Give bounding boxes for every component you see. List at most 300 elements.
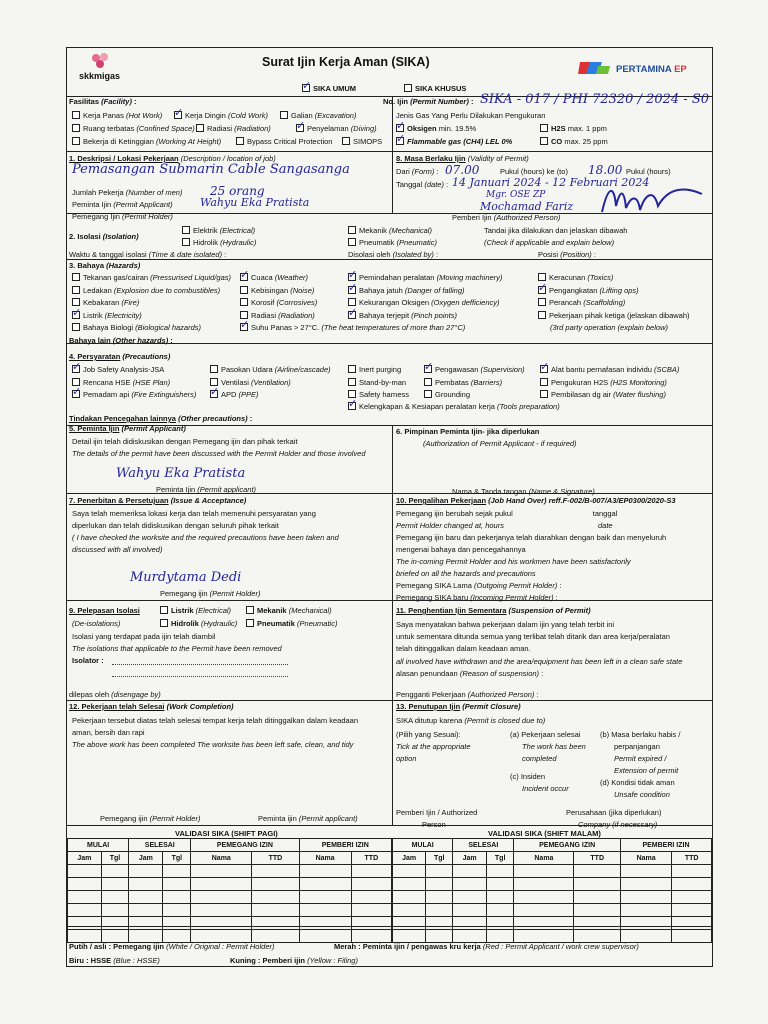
section5-caption: Peminta Ijin (Permit applicant) <box>156 485 257 494</box>
closure-b2: perpanjangan <box>614 742 660 751</box>
validation-entry-cell[interactable] <box>426 891 453 904</box>
checklist-item[interactable] <box>72 273 231 282</box>
isolation-time-label: Waktu & tanggal isolasi (Time & date isolated) : <box>69 250 227 259</box>
validasi-malam-cell: Tgl <box>486 852 513 865</box>
checklist-label-en: (H2S Monitoring) <box>610 377 667 387</box>
validation-entry-cell[interactable] <box>68 904 102 917</box>
isolation-mechanical[interactable]: Mekanik (Mechanical) <box>348 226 432 235</box>
checklist-item[interactable] <box>240 323 465 332</box>
checklist-label-en: (Biological hazards) <box>135 323 202 332</box>
validation-entry-cell[interactable] <box>351 904 391 917</box>
validation-entry-cell[interactable] <box>252 904 299 917</box>
checkbox[interactable] <box>72 323 80 331</box>
validasi-malam-cell: TTD <box>672 852 712 865</box>
validation-entry-cell[interactable] <box>393 917 426 930</box>
checklist-item[interactable] <box>348 298 500 307</box>
checkbox[interactable] <box>72 390 80 398</box>
checkbox[interactable] <box>396 137 404 145</box>
sika-khusus-option[interactable]: SIKA KHUSUS <box>404 84 466 93</box>
validation-entry-cell[interactable] <box>68 917 102 930</box>
checkbox[interactable] <box>72 311 80 319</box>
validation-entry-cell[interactable] <box>299 865 351 878</box>
checklist-label-en: (Water flushing) <box>613 390 666 399</box>
validation-entry-cell[interactable] <box>299 930 351 943</box>
checklist-item[interactable] <box>210 365 331 374</box>
table-row[interactable] <box>393 930 712 943</box>
checkbox[interactable] <box>348 311 356 319</box>
table-row[interactable] <box>393 904 712 917</box>
validation-entry-cell[interactable] <box>252 878 299 891</box>
work-type-radiation[interactable]: Radiasi (Radiation) <box>196 124 271 133</box>
checkbox[interactable] <box>538 298 546 306</box>
validation-entry-cell[interactable] <box>514 878 574 891</box>
applicant-signature-name[interactable]: Wahyu Eka Pratista <box>116 466 246 481</box>
validation-entry-cell[interactable] <box>68 891 102 904</box>
validation-entry-cell[interactable] <box>299 904 351 917</box>
validation-entry-cell[interactable] <box>426 917 453 930</box>
checklist-item[interactable] <box>72 323 201 332</box>
validation-entry-cell[interactable] <box>252 917 299 930</box>
validation-entry-cell[interactable] <box>252 865 299 878</box>
checklist-item[interactable] <box>424 365 525 374</box>
checklist-label: Kebisingan <box>251 285 289 295</box>
checklist-item[interactable] <box>210 390 259 399</box>
validation-entry-cell[interactable] <box>426 904 453 917</box>
validity-to-value[interactable]: 18.00 <box>588 163 623 177</box>
validasi-pagi-cell: PEMEGANG IZIN <box>191 839 299 852</box>
validasi-pagi-cell: Jam <box>68 852 102 865</box>
form-title: Surat Ijin Kerja Aman (SIKA) <box>262 55 430 69</box>
work-type-simops[interactable]: SIMOPS <box>342 137 382 146</box>
closure-d[interactable]: (d) Kondisi tidak aman <box>600 778 675 787</box>
work-type-confined[interactable]: Ruang terbatas (Confined Space) <box>72 124 195 133</box>
validation-entry-cell[interactable] <box>351 930 391 943</box>
gas-co[interactable]: CO max. 25 ppm <box>540 137 608 146</box>
validation-entry-cell[interactable] <box>574 930 620 943</box>
validation-entry-cell[interactable] <box>672 865 712 878</box>
closure-a[interactable]: (a) Pekerjaan selesai <box>510 730 581 739</box>
checklist-label: Kekurangan Oksigen <box>359 298 430 307</box>
section9-heading: 9. Pelepasan Isolasi <box>69 606 140 615</box>
checklist-label: Rencana HSE <box>83 377 131 387</box>
validasi-malam-cell: Tgl <box>426 852 453 865</box>
validation-entry-cell[interactable] <box>574 917 620 930</box>
checklist-label-en: (Radiation) <box>278 310 315 320</box>
checkbox[interactable] <box>540 390 548 398</box>
work-type-excavation[interactable]: Galian (Excavation) <box>280 111 356 120</box>
validasi-pagi-cell: TTD <box>351 852 391 865</box>
validation-entry-cell[interactable] <box>68 878 102 891</box>
validasi-pagi-cell: Tgl <box>163 852 191 865</box>
checklist-label-en: (Ventilation) <box>251 377 291 387</box>
checklist-item[interactable] <box>538 286 639 295</box>
job-description-value[interactable]: Pemasangan Submarin Cable Sangasanga <box>72 162 350 177</box>
authorizer-name[interactable]: Mochamad Fariz <box>480 200 574 213</box>
checkbox[interactable] <box>246 619 254 627</box>
validation-entry-cell[interactable] <box>574 878 620 891</box>
validation-entry-cell[interactable] <box>191 878 252 891</box>
validation-entry-cell[interactable] <box>351 891 391 904</box>
checklist-item[interactable] <box>72 286 220 295</box>
checkbox[interactable] <box>348 286 356 294</box>
checklist-item[interactable] <box>72 390 196 399</box>
table-row[interactable] <box>68 917 392 930</box>
checkbox[interactable] <box>160 619 168 627</box>
validation-entry-cell[interactable] <box>672 878 712 891</box>
checklist-item[interactable] <box>348 378 406 387</box>
checklist-label-en: (Danger of falling) <box>404 285 465 295</box>
checkbox[interactable] <box>196 124 204 132</box>
checklist-item[interactable] <box>540 390 666 399</box>
validation-entry-cell[interactable] <box>486 865 513 878</box>
validity-from-value[interactable]: 07.00 <box>445 163 480 177</box>
checklist-label: (3rd party operation (explain below) <box>550 323 668 332</box>
checklist-label-en: (Supervision) <box>480 365 525 374</box>
checkbox[interactable] <box>240 323 248 331</box>
checkbox[interactable] <box>396 124 404 132</box>
validation-entry-cell[interactable] <box>393 930 426 943</box>
validation-entry-cell[interactable] <box>252 930 299 943</box>
closure-c-en: Incident occur <box>522 784 569 793</box>
validation-entry-cell[interactable] <box>620 904 671 917</box>
validation-entry-cell[interactable] <box>101 865 129 878</box>
checkbox[interactable] <box>210 390 218 398</box>
checklist-label-en: (Moving machinery) <box>436 273 503 282</box>
checkbox[interactable] <box>540 124 548 132</box>
isolation-hydraulic[interactable]: Hidrolik (Hydraulic) <box>182 238 256 247</box>
validation-entry-cell[interactable] <box>574 904 620 917</box>
validation-entry-cell[interactable] <box>620 878 671 891</box>
number-of-men-label: Jumlah Pekerja (Number of men) <box>72 188 183 197</box>
validation-entry-cell[interactable] <box>453 891 487 904</box>
validasi-pagi-title: VALIDASI SIKA (SHIFT PAGI) <box>175 829 278 838</box>
holder-signature-name[interactable]: Murdytama Dedi <box>130 570 242 585</box>
validation-entry-cell[interactable] <box>351 917 391 930</box>
validation-entry-cell[interactable] <box>393 878 426 891</box>
deiso-hydraulic[interactable]: Hidrolik (Hydraulic) <box>160 619 237 628</box>
permit-number-value[interactable]: SIKA - 017 / PHI 72320 / 2024 - S0 <box>480 92 709 107</box>
footer-white: Putih / asli : Pemegang ijin (White / Original : Permit Holder) <box>69 942 275 951</box>
isolation-note: Tandai jika dilakukan dan jelaskan dibawah <box>484 226 628 235</box>
checklist-label-en: (Scaffolding) <box>583 298 626 307</box>
checklist-label-en: (Oxygen defficiency) <box>431 298 500 307</box>
validation-entry-cell[interactable] <box>299 878 351 891</box>
validity-date-label: Tanggal (date) : <box>396 180 449 189</box>
validation-entry-cell[interactable] <box>129 891 163 904</box>
checkbox[interactable] <box>348 402 356 410</box>
closure-b[interactable]: (b) Masa berlaku habis / <box>600 730 681 739</box>
checklist-label-en: (SCBA) <box>654 365 680 374</box>
table-row[interactable] <box>393 917 712 930</box>
closure-c[interactable]: (c) Insiden <box>510 772 546 781</box>
validation-entry-cell[interactable] <box>486 878 513 891</box>
checklist-label: Alat bantu pernafasan individu <box>551 365 652 374</box>
checkbox[interactable] <box>280 111 288 119</box>
checkbox[interactable] <box>236 137 244 145</box>
validation-entry-cell[interactable] <box>299 917 351 930</box>
s11-text5: alasan penundaan (Reason of suspension) : <box>396 669 544 678</box>
validation-entry-cell[interactable] <box>129 878 163 891</box>
s13-caption2b: Company (if necessary) <box>578 820 658 829</box>
checkbox[interactable] <box>160 606 168 614</box>
applicant-value[interactable]: Wahyu Eka Pratista <box>200 196 310 209</box>
checkbox[interactable] <box>210 365 218 373</box>
work-type-cold[interactable]: ✓ Kerja Dingin (Cold Work) <box>174 111 268 120</box>
section3-heading: 3. Bahaya (Hazards) <box>69 261 141 270</box>
isolator-label: Isolator : <box>72 656 104 665</box>
checklist-label-en: (Toxics) <box>587 273 614 282</box>
checkbox[interactable] <box>240 286 248 294</box>
validation-entry-cell[interactable] <box>514 930 574 943</box>
checklist-item[interactable] <box>348 365 401 374</box>
validation-entry-cell[interactable] <box>453 930 487 943</box>
checkbox[interactable] <box>424 378 432 386</box>
validasi-pagi-cell: TTD <box>252 852 299 865</box>
validity-from-label: Dari (Form) : <box>396 167 439 176</box>
checklist-label: Pemadam api <box>83 390 130 399</box>
validation-entry-cell[interactable] <box>486 891 513 904</box>
section5-text2: The details of the permit have been discussed with the Permit Holder and those involved <box>72 449 366 458</box>
validation-entry-cell[interactable] <box>453 878 487 891</box>
checklist-label: Kebakaran <box>83 298 120 307</box>
work-type-hot[interactable]: Kerja Panas (Hot Work) <box>72 111 162 120</box>
checkbox[interactable] <box>540 137 548 145</box>
work-type-diving[interactable]: ✓ Penyelaman (Diving) <box>296 124 377 133</box>
validation-entry-cell[interactable] <box>514 904 574 917</box>
table-row[interactable] <box>68 891 392 904</box>
validation-entry-cell[interactable] <box>191 904 252 917</box>
sika-umum-option[interactable]: ✓SIKA UMUM <box>302 84 356 93</box>
checkbox[interactable] <box>538 286 546 294</box>
validation-entry-cell[interactable] <box>672 904 712 917</box>
work-type-bypass[interactable]: Bypass Critical Protection <box>236 137 332 146</box>
checklist-item[interactable] <box>240 273 308 282</box>
checkbox[interactable] <box>342 137 350 145</box>
validation-entry-cell[interactable] <box>191 930 252 943</box>
checklist-item[interactable] <box>348 311 457 320</box>
table-row[interactable] <box>68 865 392 878</box>
checklist-item[interactable] <box>538 273 613 282</box>
validation-entry-cell[interactable] <box>191 865 252 878</box>
validation-entry-cell[interactable] <box>101 878 129 891</box>
checkbox[interactable] <box>72 365 80 373</box>
section5-heading: 5. Peminta Ijin (Permit Applicant) <box>69 424 186 433</box>
work-type-height[interactable]: Bekerja di Ketinggian (Working At Height) <box>72 137 221 146</box>
validation-entry-cell[interactable] <box>129 865 163 878</box>
deiso-electrical[interactable]: Listrik (Electrical) <box>160 606 231 615</box>
checklist-item[interactable] <box>210 378 291 387</box>
validation-entry-cell[interactable] <box>514 891 574 904</box>
checklist-item[interactable] <box>540 365 679 374</box>
validation-entry-cell[interactable] <box>68 930 102 943</box>
validation-entry-cell[interactable] <box>163 930 191 943</box>
validation-entry-cell[interactable] <box>620 917 671 930</box>
checkbox[interactable] <box>72 111 80 119</box>
checkbox[interactable] <box>348 238 356 246</box>
authorizer-signature <box>598 176 706 220</box>
checklist-item[interactable] <box>72 311 142 320</box>
checkbox[interactable] <box>240 298 248 306</box>
validasi-malam-cell: MULAI <box>393 839 453 852</box>
checklist-label: Korosif <box>251 298 275 307</box>
validation-entry-cell[interactable] <box>129 917 163 930</box>
checkbox[interactable] <box>72 137 80 145</box>
validation-entry-cell[interactable] <box>486 904 513 917</box>
deiso-pneumatic[interactable]: Pneumatik (Pneumatic) <box>246 619 337 628</box>
section5-text1: Detail ijin telah didiskusikan dengan Pemegang ijin dan pihak terkait <box>72 437 298 446</box>
s13-caption1b: Person <box>422 820 446 829</box>
checklist-item[interactable] <box>72 365 164 374</box>
skkmigas-logo-text: skkmigas <box>79 71 121 81</box>
checklist-item[interactable] <box>540 378 667 387</box>
isolation-pneumatic[interactable]: Pneumatik (Pneumatic) <box>348 238 437 247</box>
closure-b-en1: Permit expired / <box>614 754 667 763</box>
checklist-label-en: (Fire) <box>121 298 140 307</box>
s10-line5: The in-coming Permit Holder and his workmen have been satisfactorily <box>396 557 631 566</box>
checkbox[interactable] <box>72 286 80 294</box>
checkbox[interactable] <box>296 124 304 132</box>
validation-entry-cell[interactable] <box>426 930 453 943</box>
validation-entry-cell[interactable] <box>163 917 191 930</box>
table-row[interactable] <box>393 891 712 904</box>
checklist-item[interactable] <box>72 298 139 307</box>
validation-entry-cell[interactable] <box>672 917 712 930</box>
validation-entry-cell[interactable] <box>163 878 191 891</box>
validation-entry-cell[interactable] <box>351 878 391 891</box>
validation-entry-cell[interactable] <box>129 904 163 917</box>
table-row[interactable] <box>68 930 392 943</box>
validation-entry-cell[interactable] <box>453 865 487 878</box>
validation-entry-cell[interactable] <box>514 917 574 930</box>
s10-line6: briefed on all the hazards and precautions <box>396 569 536 578</box>
checkbox[interactable] <box>540 365 548 373</box>
checkbox[interactable] <box>72 124 80 132</box>
validation-entry-cell[interactable] <box>393 891 426 904</box>
validation-entry-cell[interactable] <box>299 891 351 904</box>
disengaged-by-label: dilepas oleh (disengage by) <box>69 690 161 699</box>
validation-entry-cell[interactable] <box>672 891 712 904</box>
checklist-label: Listrik <box>83 310 103 320</box>
s12-caption2: Peminta ijin (Permit applicant) <box>258 814 358 823</box>
checkbox[interactable] <box>348 365 356 373</box>
table-row[interactable] <box>393 865 712 878</box>
applicant-label: Peminta Ijin (Permit Applicant) <box>72 200 173 209</box>
other-precautions-label: Tindakan Pencegahan lainnya (Other precautions) : <box>69 414 253 423</box>
validation-entry-cell[interactable] <box>393 865 426 878</box>
holder-label: Pemegang Ijin (Permit Holder) <box>72 212 173 221</box>
precaution-tools[interactable]: ✓Kelengkapan & Kesiapan peralatan kerja (Tools preparation) <box>348 402 560 411</box>
validation-entry-cell[interactable] <box>672 930 712 943</box>
checkbox[interactable] <box>240 273 248 281</box>
validation-entry-cell[interactable] <box>101 917 129 930</box>
s10-line7: Pemegang SIKA Lama (Outgoing Permit Holder) : <box>396 581 562 590</box>
validation-entry-cell[interactable] <box>163 865 191 878</box>
checklist-item[interactable] <box>240 298 317 307</box>
checkbox[interactable] <box>174 111 182 119</box>
checklist-item[interactable] <box>424 390 470 399</box>
checkbox[interactable] <box>182 238 190 246</box>
checklist-label-en: (PPE) <box>238 390 259 399</box>
checkbox[interactable] <box>246 606 254 614</box>
validation-entry-cell[interactable] <box>101 930 129 943</box>
checklist-item[interactable] <box>240 311 315 320</box>
validation-entry-cell[interactable] <box>574 891 620 904</box>
checklist-item[interactable] <box>424 378 502 387</box>
checkbox[interactable] <box>424 390 432 398</box>
checkbox[interactable] <box>182 226 190 234</box>
checklist-label-en: (Lifting ops) <box>599 285 639 295</box>
validation-entry-cell[interactable] <box>620 865 671 878</box>
validasi-pagi-cell: Tgl <box>101 852 129 865</box>
validation-entry-cell[interactable] <box>351 865 391 878</box>
checklist-label-en: (Fire Extinguishers) <box>131 390 197 399</box>
checkbox[interactable] <box>348 226 356 234</box>
checklist-item[interactable] <box>348 273 502 282</box>
table-row[interactable] <box>68 878 392 891</box>
validation-entry-cell[interactable] <box>426 865 453 878</box>
checklist-label-en: (Weather) <box>274 273 308 282</box>
isolation-electrical[interactable]: Elektrik (Electrical) <box>182 226 255 235</box>
checklist-label: Pembatas <box>435 377 469 387</box>
validasi-pagi-cell: MULAI <box>68 839 129 852</box>
validation-entry-cell[interactable] <box>620 930 671 943</box>
checklist-item[interactable] <box>348 286 465 295</box>
checkbox[interactable] <box>424 365 432 373</box>
section4-heading: 4. Persyaratan (Precautions) <box>69 352 171 361</box>
validation-entry-cell[interactable] <box>514 865 574 878</box>
section1-heading: 1. Deskripsi / Lokasi Pekerjaan (Description / location of job) <box>69 154 276 163</box>
validation-entry-cell[interactable] <box>252 891 299 904</box>
deiso-mechanical[interactable]: Mekanik (Mechanical) <box>246 606 332 615</box>
validation-entry-cell[interactable] <box>129 930 163 943</box>
validation-entry-cell[interactable] <box>191 891 252 904</box>
checklist-label: Tekanan gas/cairan <box>83 273 149 282</box>
validasi-malam-cell: Nama <box>620 852 671 865</box>
validation-entry-cell[interactable] <box>620 891 671 904</box>
validity-date-value[interactable]: 14 Januari 2024 - 12 Februari 2024 <box>452 176 650 189</box>
validation-entry-cell[interactable] <box>426 878 453 891</box>
checkbox[interactable] <box>348 378 356 386</box>
validation-entry-cell[interactable] <box>486 930 513 943</box>
checklist-item[interactable] <box>538 311 690 320</box>
validation-entry-cell[interactable] <box>68 865 102 878</box>
validation-entry-cell[interactable] <box>101 891 129 904</box>
checkbox[interactable] <box>72 273 80 281</box>
validation-entry-cell[interactable] <box>393 904 426 917</box>
checklist-item[interactable] <box>240 286 314 295</box>
validation-entry-cell[interactable] <box>486 917 513 930</box>
table-row[interactable] <box>68 904 392 917</box>
checklist-item[interactable] <box>538 298 625 307</box>
validasi-pagi-cell: PEMBERI IZIN <box>299 839 391 852</box>
table-row[interactable] <box>393 878 712 891</box>
validation-entry-cell[interactable] <box>191 917 252 930</box>
gas-h2s[interactable]: H2S max. 1 ppm <box>540 124 607 133</box>
checkbox[interactable] <box>540 378 548 386</box>
validation-entry-cell[interactable] <box>101 904 129 917</box>
deiso-label: (De-isolations) <box>72 619 121 628</box>
checklist-item[interactable] <box>72 378 170 387</box>
number-of-men-value[interactable]: 25 orang <box>210 184 265 198</box>
validation-entry-cell[interactable] <box>574 865 620 878</box>
validation-entry-cell[interactable] <box>163 891 191 904</box>
gas-oksigen[interactable]: ✓Oksigen min. 19.5% <box>396 124 476 133</box>
validation-entry-cell[interactable] <box>453 917 487 930</box>
gas-flammable[interactable]: ✓Flammable gas (CH4) LEL 0% <box>396 137 512 146</box>
validation-entry-cell[interactable] <box>453 904 487 917</box>
checkbox[interactable] <box>538 311 546 319</box>
validation-entry-cell[interactable] <box>163 904 191 917</box>
